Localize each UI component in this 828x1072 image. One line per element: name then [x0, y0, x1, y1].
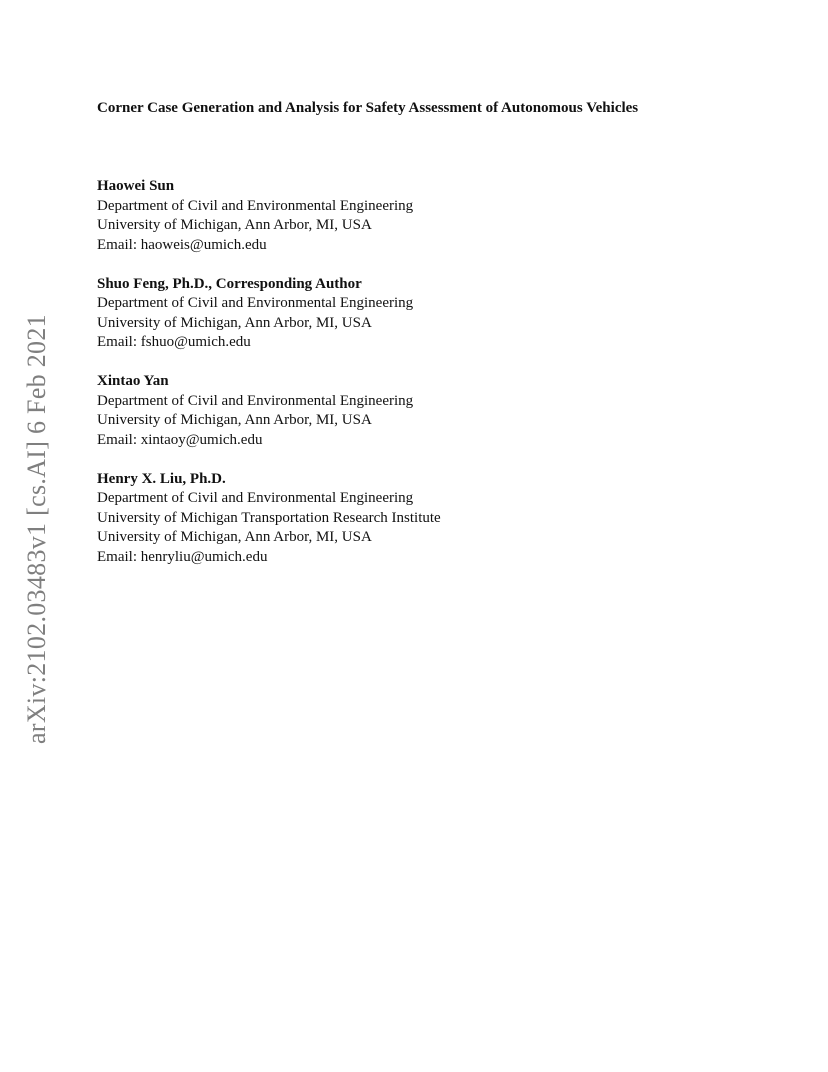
author-institute: University of Michigan Transportation Research Institute: [97, 509, 441, 526]
author-university: University of Michigan, Ann Arbor, MI, USA: [97, 314, 372, 331]
author-email: Email: henryliu@umich.edu: [97, 548, 268, 565]
author-email: Email: fshuo@umich.edu: [97, 334, 251, 350]
author-list: [97, 177, 441, 587]
author-name: Xintao Yan: [97, 373, 169, 389]
author-university: University of Michigan, Ann Arbor, MI, USA: [97, 412, 372, 428]
author-department: Department of Civil and Environmental Engineering: [97, 392, 414, 409]
author-email: Email: xintaoy@umich.edu: [97, 431, 263, 448]
author-name: Haowei Sun: [97, 178, 175, 194]
author-university: University of Michigan, Ann Arbor, MI, USA: [97, 217, 372, 233]
author-email: Email: haoweis@umich.edu: [97, 236, 267, 253]
author-name: Henry X. Liu, Ph.D.: [97, 470, 226, 487]
paper-title: Corner Case Generation and Analysis for Safety Assessment of Autonomous Vehicles: [97, 100, 639, 116]
author-university: University of Michigan, Ann Arbor, MI, USA: [97, 529, 372, 545]
author-name: Shuo Feng, Ph.D., Corresponding Author: [97, 275, 362, 292]
author-department: Department of Civil and Environmental Engineering: [97, 295, 414, 311]
author-block: [97, 275, 441, 353]
author-department: Department of Civil and Environmental Engineering: [97, 490, 414, 506]
author-block: [97, 470, 441, 568]
arxiv-identifier: arXiv:2102.03483v1 [cs.AI] 6 Feb 2021: [22, 314, 51, 744]
author-block: [97, 177, 441, 255]
author-department: Department of Civil and Environmental Engineering: [97, 197, 414, 214]
author-block: [97, 372, 441, 450]
